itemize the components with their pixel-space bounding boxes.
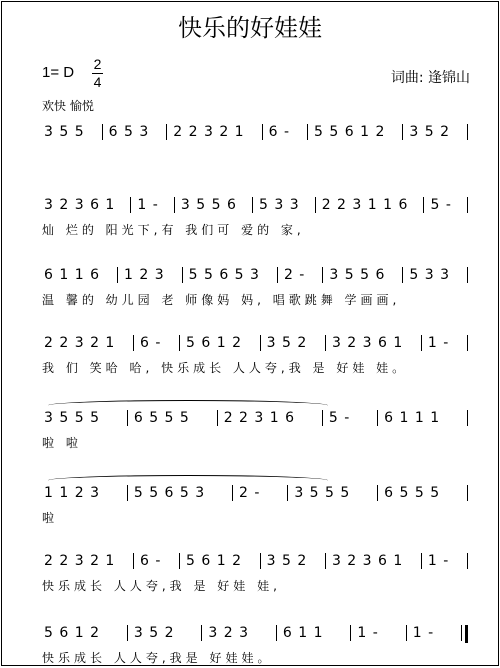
- measure: 1 -: [351, 625, 406, 641]
- measure: 3 5 2: [261, 335, 326, 351]
- measure: 5 3 3: [403, 267, 468, 283]
- final-barline: [465, 625, 468, 643]
- measure: 1 1 2 3: [42, 485, 128, 501]
- measure: 6 5 5 5: [378, 485, 468, 501]
- system-notes: [42, 124, 468, 140]
- measure: 6 1 1: [277, 625, 352, 641]
- measure: 1 -: [422, 335, 468, 351]
- measure: 5 -: [323, 410, 378, 426]
- system-notes: [42, 335, 468, 351]
- measure: 3 5 2: [403, 124, 468, 140]
- measure: 5 6 1 2: [180, 553, 261, 569]
- measure: 1 -: [131, 197, 175, 213]
- slur-arc: [48, 400, 328, 411]
- measure: 2 2 3 1 1 6: [316, 197, 425, 213]
- score-system: [42, 553, 468, 593]
- score-system: [42, 625, 468, 665]
- measure: 3 5 5 5: [288, 485, 378, 501]
- measure: 2 -: [278, 267, 323, 283]
- system-notes: [42, 553, 468, 569]
- time-signature: [92, 58, 103, 89]
- tempo-marking: 欢快 愉悦: [42, 99, 94, 113]
- song-title: 快乐的好娃娃: [178, 14, 322, 42]
- measure: 6 -: [263, 124, 308, 140]
- key-signature: 1= D: [42, 64, 75, 81]
- measure: 6 5 5 5: [128, 410, 218, 426]
- measure: 6 -: [134, 335, 180, 351]
- score-system: [42, 197, 468, 237]
- lyrics-line: 我 们 笑哈 哈, 快乐成长 人人夸,我 是 好娃 娃。: [42, 361, 409, 375]
- measure: 5 5 6 5 3: [128, 485, 233, 501]
- measure: 2 2 3 2 1: [42, 335, 134, 351]
- lyrics-line: 啦: [42, 511, 59, 525]
- slur-arc: [48, 475, 328, 486]
- measure: 5 5 6 1 2: [308, 124, 403, 140]
- lyrics-line: 温 馨的 幼儿园 老 师像妈 妈, 唱歌跳舞 学画画,: [42, 293, 401, 307]
- measure: 2 -: [233, 485, 288, 501]
- lyrics-line: 灿 烂的 阳光下,有 我们可 爱的 家,: [42, 223, 305, 237]
- measure: 1 -: [422, 553, 468, 569]
- measure: 3 2 3 6 1: [326, 335, 422, 351]
- measure: 6 -: [134, 553, 180, 569]
- system-notes: [42, 625, 468, 641]
- measure: 3 2 3 6 1: [42, 197, 131, 213]
- measure: 5 -: [424, 197, 468, 213]
- measure: 3 5 5 6: [175, 197, 253, 213]
- score-system: [42, 410, 468, 450]
- measure: 3 5 2: [128, 625, 203, 641]
- lyrics-line: 啦 啦: [42, 436, 82, 450]
- measure: 5 3 3: [253, 197, 316, 213]
- system-notes: [42, 197, 468, 213]
- measure: 3 5 5 5: [42, 410, 128, 426]
- score-system: [42, 335, 468, 375]
- system-notes: [42, 485, 468, 501]
- measure: 6 5 3: [103, 124, 168, 140]
- score-system: [42, 124, 468, 140]
- measure: 2 2 3 2 1: [167, 124, 262, 140]
- measure: 1 -: [407, 625, 462, 641]
- measure: 5 6 1 2: [42, 625, 128, 641]
- system-notes: [42, 410, 468, 426]
- meter-bottom: 4: [93, 74, 102, 90]
- measure: 3 5 2: [261, 553, 326, 569]
- credits: 词曲: 逢锦山: [390, 70, 470, 86]
- measure: 1 2 3: [118, 267, 183, 283]
- measure: 3 2 3: [202, 625, 277, 641]
- score-system: [42, 485, 468, 525]
- measure: 5 6 1 2: [180, 335, 261, 351]
- measure: 3 2 3 6 1: [326, 553, 422, 569]
- lyrics-line: 快乐成长 人人夸,我是 好娃娃。: [42, 651, 274, 665]
- lyrics-line: 快乐成长 人人夸,我 是 好娃 娃,: [42, 579, 281, 593]
- score-system: [42, 267, 468, 307]
- measure: 2 2 3 2 1: [42, 553, 134, 569]
- measure: 6 1 1 1: [378, 410, 468, 426]
- measure: 6 1 1 6: [42, 267, 118, 283]
- measure: 3 5 5 6: [323, 267, 403, 283]
- measure: 3 5 5: [42, 124, 103, 140]
- measure: 5 5 6 5 3: [183, 267, 278, 283]
- score-page: [1, 1, 499, 666]
- measure: 2 2 3 1 6: [218, 410, 323, 426]
- system-notes: [42, 267, 468, 283]
- meter-top: 2: [93, 56, 102, 72]
